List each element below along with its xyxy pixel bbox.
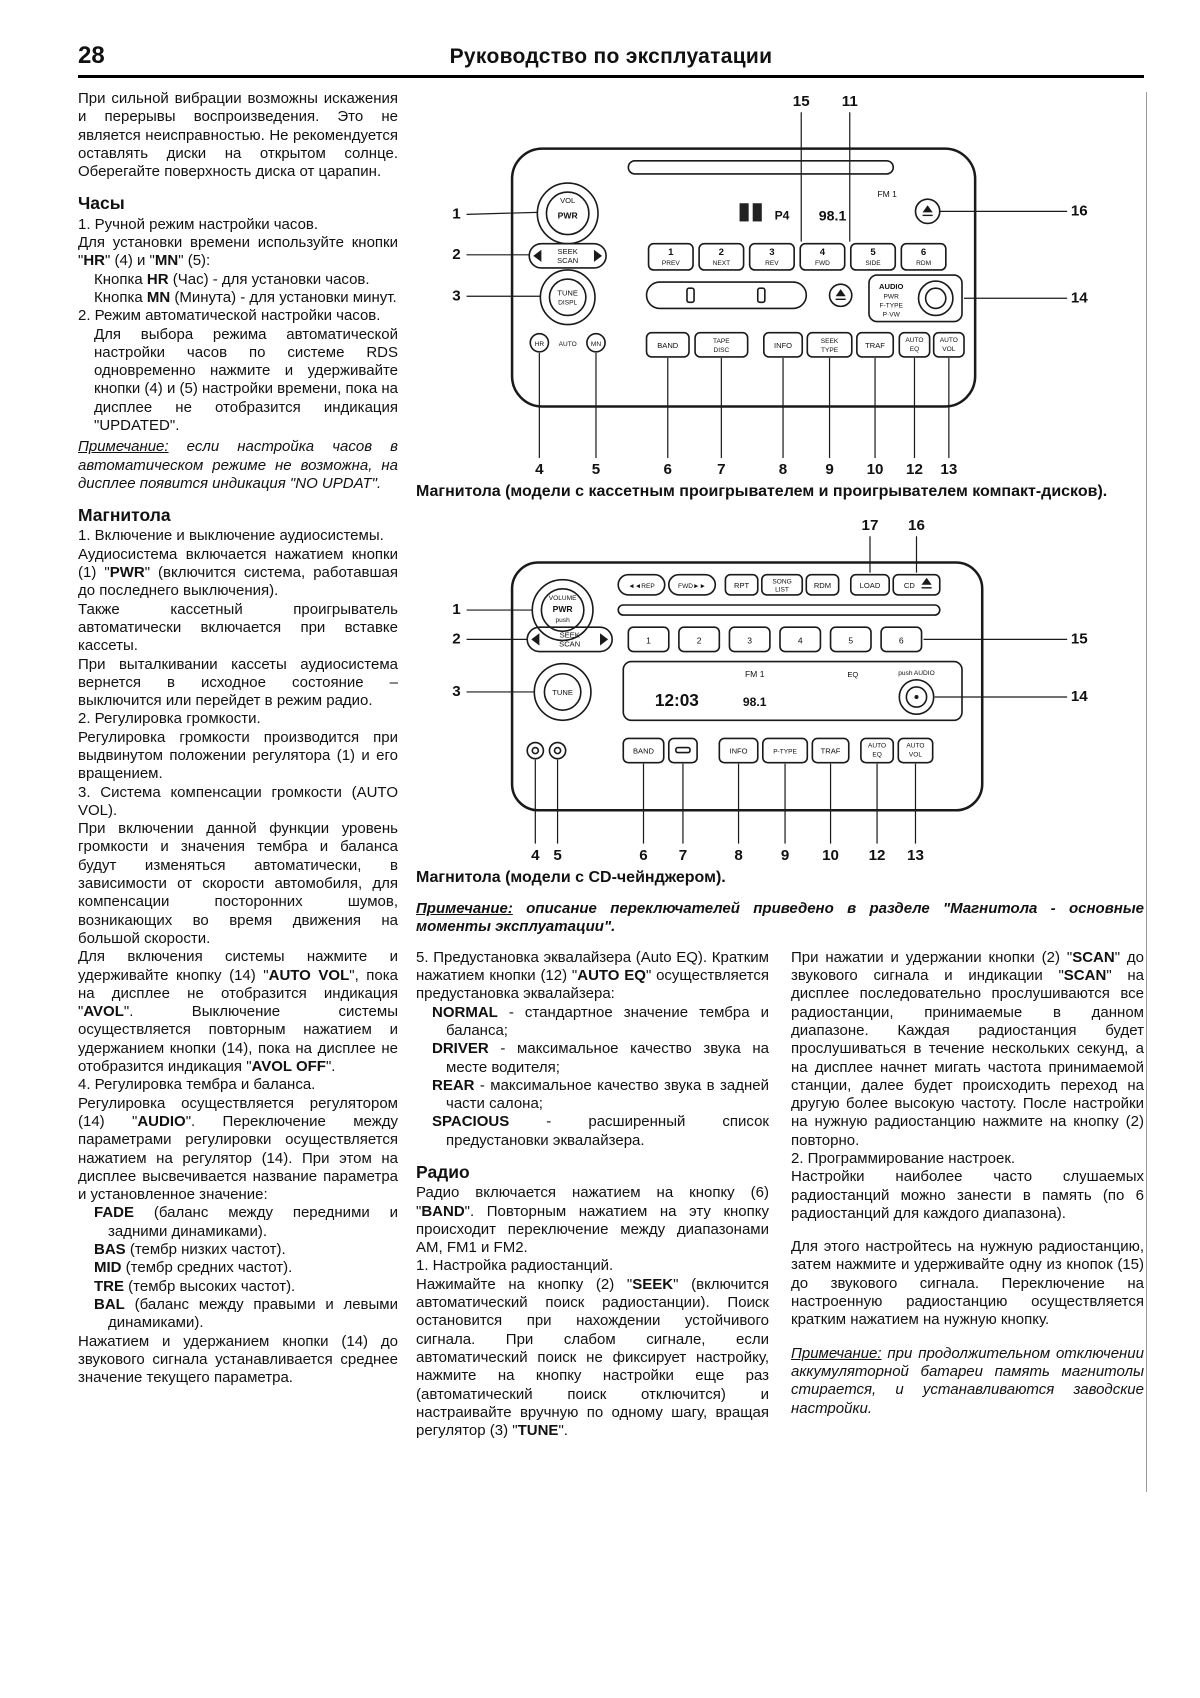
svg-text:16: 16 — [908, 517, 925, 535]
paragraph: REAR - максимальное качество звука в задней части салона; — [432, 1076, 769, 1113]
svg-text:LIST: LIST — [775, 586, 789, 594]
small-knob-1 — [527, 743, 543, 759]
svg-text:9: 9 — [825, 461, 834, 479]
paragraph: Нажимайте на кнопку (2) "SEEK" (включится автоматический поиск радиостанции). Поиск остановится при нахождении устойчивого сигнала. При слабом сигнале, если автоматический поиск не фиксирует настройку, нажмите на кнопку настройки еще раз (автоматический поиск отключится) и настраивайте вручную по одному шагу, вращая регулятор (3) "TUNE". — [416, 1275, 769, 1440]
paragraph: BAS (тембр низких частот). — [94, 1241, 286, 1259]
paragraph: DRIVER - максимальное качество звука на месте водителя; — [432, 1040, 769, 1076]
paragraph: BAL (баланс между правыми и левыми динамиками). — [94, 1295, 398, 1332]
svg-text:FWD: FWD — [814, 259, 830, 267]
page-number: 28 — [78, 42, 105, 69]
mn-label: MN — [590, 340, 602, 348]
load-label: LOAD — [859, 581, 881, 591]
svg-text:TYPE: TYPE — [820, 346, 839, 354]
paragraph: Для установки времени используйте кнопки "HR" (4) и "MN" (5): — [78, 234, 398, 270]
rep-label: ◄◄REP — [628, 583, 655, 591]
svg-text:8: 8 — [734, 847, 743, 865]
tune-label: TUNE — [557, 288, 578, 298]
hr-label: HR — [534, 340, 545, 348]
disc-button — [669, 739, 697, 763]
paragraph: Кнопка HR (Час) - для установки часов. — [94, 270, 370, 288]
page-edge-line — [1146, 92, 1147, 1492]
svg-text:5: 5 — [848, 635, 854, 646]
paragraph: Регулировка осуществляется регулятором (14) "AUDIO". Переключение между параметрами регулировки осуществляется нажатием на регулятор (14). При этом на дисплее высвечивается название параметра и установленное значение: — [78, 1094, 398, 1204]
svg-text:3: 3 — [452, 287, 461, 305]
paragraph: MID (тембр средних частот). — [94, 1259, 293, 1277]
svg-text:AUDIO: AUDIO — [879, 282, 904, 292]
figure1-caption: Магнитола (модели с кассетным проигрывателем и проигрывателем компакт-дисков). — [416, 483, 1108, 501]
figure-cassette-cd-unit — [416, 90, 1144, 480]
display-clock: 12:03 — [654, 690, 699, 711]
paragraph: 4. Регулировка тембра и баланса. — [78, 1076, 316, 1094]
svg-text:P·VW: P·VW — [882, 311, 900, 319]
paragraph: Примечание: описание переключателей приведено в разделе "Магнитола - основные моменты эксплуатации". — [416, 900, 1144, 936]
paragraph: 1. Настройка радиостанций. — [416, 1257, 614, 1275]
traf-button-label: TRAF — [820, 746, 841, 756]
svg-text:F-TYPE: F-TYPE — [879, 302, 903, 310]
paragraph: 2. Программирование настроек. — [791, 1150, 1016, 1167]
paragraph: При включении данной функции уровень громкости и значения тембра и баланса будут изменяться автоматически, в зависимости от скорости автомобиля, для компенсации посторонних шумов, возникающих во время движения на большой скорости. — [78, 820, 398, 947]
push-label: push — [555, 617, 570, 625]
svg-text:12: 12 — [906, 461, 923, 479]
svg-text:7: 7 — [717, 461, 726, 479]
svg-text:5: 5 — [870, 246, 876, 258]
cassette-slot — [647, 282, 807, 308]
display-digit-segments — [740, 203, 762, 221]
paragraph: SPACIOUS - расширенный список предустановки эквалайзера. — [432, 1113, 769, 1149]
svg-text:4: 4 — [819, 246, 826, 258]
svg-text:9: 9 — [780, 847, 790, 865]
paragraph: Регулировка громкости производится при выдвинутом положении регулятора (1) и его вращением. — [78, 728, 398, 783]
svg-text:14: 14 — [1070, 289, 1088, 307]
callout-numbers — [452, 517, 1088, 864]
svg-text:13: 13 — [940, 461, 958, 479]
tune-knob — [540, 270, 595, 325]
page-title: Руководство по эксплуатации — [449, 45, 773, 68]
left-column — [78, 90, 398, 1440]
paragraph: Аудиосистема включается нажатием кнопки (1) "PWR" (включится система, работавшая до последнего выключения). — [78, 545, 398, 600]
svg-text:SEEK: SEEK — [820, 337, 839, 345]
svg-text:EQ: EQ — [872, 751, 882, 759]
svg-text:EQ: EQ — [909, 345, 920, 353]
svg-text:7: 7 — [678, 847, 688, 865]
paragraph: Кнопка MN (Минута) - для установки минут. — [94, 288, 397, 306]
svg-text:SONG: SONG — [772, 578, 792, 586]
paragraph: NORMAL - стандартное значение тембра и баланса; — [432, 1003, 769, 1039]
paragraph: Также кассетный проигрыватель автоматически включается при вставке кассеты. — [78, 600, 398, 655]
info-button-label: INFO — [729, 746, 748, 756]
seek-label: SEEK — [557, 246, 578, 256]
svg-text:11: 11 — [841, 93, 858, 111]
svg-text:5: 5 — [591, 461, 601, 479]
display-frequency: 98.1 — [742, 695, 767, 710]
svg-text:VOL: VOL — [908, 751, 923, 759]
svg-text:3: 3 — [747, 635, 753, 646]
paragraph: Настройки наиболее часто слушаемых радиостанций можно занести в память (по 6 радиостанций для каждого диапазона). — [791, 1168, 1144, 1222]
svg-text:6: 6 — [639, 847, 648, 865]
svg-text:4: 4 — [797, 635, 803, 646]
paragraph: 5. Предустановка эквалайзера (Auto EQ). Кратким нажатием кнопки (12) "AUTO EQ" осуществляется предустановка эквалайзера: — [416, 948, 769, 1003]
svg-text:14: 14 — [1070, 688, 1088, 706]
traf-button-label: TRAF — [865, 340, 885, 350]
info-button-label: INFO — [773, 340, 793, 350]
display-preset: P4 — [774, 208, 790, 223]
svg-text:6: 6 — [920, 246, 927, 258]
paragraph: Радио включается нажатием на кнопку (6) "BAND". Повторным нажатием на эту кнопку происходит переключение между диапазонами AM, FM1 и FM2. — [416, 1184, 769, 1257]
display-eq: EQ — [847, 670, 859, 680]
svg-text:5: 5 — [553, 847, 562, 865]
svg-text:2: 2 — [452, 630, 461, 648]
paragraph: 1. Ручной режим настройки часов. — [78, 215, 319, 233]
audio-knob — [919, 281, 953, 315]
svg-text:1: 1 — [668, 246, 674, 258]
svg-text:16: 16 — [1070, 202, 1088, 220]
svg-text:VOL: VOL — [942, 345, 956, 353]
page-content — [78, 90, 1144, 1440]
paragraph: Для выбора режима автоматической настройки часов по системе RDS одновременно нажмите и удерживайте кнопки (4) и (5) настройки времени, пока на дисплее не отобразится индикация "UPDATED". — [94, 325, 398, 434]
right-zone — [416, 90, 1144, 1440]
svg-text:AUTO: AUTO — [939, 336, 958, 344]
rdm-label: RDM — [813, 581, 832, 591]
svg-text:TAPE: TAPE — [713, 337, 730, 345]
svg-text:REV: REV — [765, 259, 779, 267]
unit-frame — [512, 563, 982, 811]
svg-text:PWR: PWR — [883, 293, 899, 301]
svg-text:6: 6 — [898, 635, 904, 646]
section-heading: Магнитола — [78, 505, 171, 526]
svg-text:SIDE: SIDE — [865, 259, 881, 267]
paragraph: Примечание: если настройка часов в автоматическом режиме не возможна, на дисплее появится индикация "NO UPDAT". — [78, 438, 398, 492]
unit-frame — [512, 149, 975, 407]
svg-text:2: 2 — [452, 245, 461, 263]
scan-label: SCAN — [559, 639, 581, 649]
callout-numbers — [452, 93, 1088, 478]
svg-text:8: 8 — [778, 461, 788, 479]
pwr-label: PWR — [557, 210, 578, 221]
svg-text:AUTO: AUTO — [906, 742, 925, 750]
figure2-caption: Магнитола (модели с CD-чейнджером). — [416, 869, 726, 887]
paragraph: 1. Включение и выключение аудиосистемы. — [78, 527, 384, 545]
display-band: FM 1 — [744, 669, 765, 680]
page-header — [78, 42, 1144, 78]
paragraph: 3. Система компенсации громкости (AUTO VOL). — [78, 783, 398, 819]
svg-text:12: 12 — [868, 847, 886, 865]
svg-text:3: 3 — [769, 246, 775, 258]
paragraph: Для этого настройтесь на нужную радиостанцию, затем нажмите и удерживайте одну из кнопок (15) до звукового сигнала. Переключение на настроенную радиостанцию осуществляется кратким нажатием на нужную кнопку. — [791, 1238, 1144, 1329]
paragraph: Для включения системы нажмите и удерживайте кнопку (14) "AUTO VOL", пока на дисплее не отобразится индикация "AVOL". Выключение системы осуществляется повторным нажатием и удержанием кнопки (14), пока на дисплее не отобразится индикация "AVOL OFF". — [78, 948, 398, 1076]
section-heading: Радио — [416, 1162, 470, 1182]
right-column — [791, 949, 1144, 1441]
paragraph: При нажатии и удержании кнопки (2) "SCAN" до звукового сигнала и индикации "SCAN" на дисплее последовательно прослушиваются все радиостанции, принимаемые в данном диапазоне. Каждая радиостанция будет прослушиваться в течение нескольких секунд, а на дисплее начнет мигать частота принимаемой станции, далее будет происходить переход на другую более высокую частоту. После настройки на нужную радиостанцию нажмите на кнопку (2) повторно. — [791, 948, 1144, 1149]
displ-label: DISPL — [558, 299, 578, 307]
lower-columns — [416, 949, 1144, 1441]
auto-label: AUTO — [558, 340, 577, 348]
paragraph: FADE (баланс между передними и задними динамиками). — [94, 1204, 398, 1240]
volume-label: VOLUME — [548, 595, 577, 603]
scan-label: SCAN — [557, 255, 579, 265]
cd-eject-button — [893, 575, 940, 595]
svg-text:1: 1 — [646, 635, 651, 646]
pwr-label: PWR — [552, 604, 573, 615]
paragraph: При сильной вибрации возможны искажения и перерывы воспроизведения. Это не является неисправностью. Не рекомендуется оставлять диски на открытом солнце. Оберегайте поверхность диска от царапин. — [78, 90, 398, 181]
svg-text:13: 13 — [907, 847, 924, 865]
paragraph: 2. Регулировка громкости. — [78, 710, 261, 728]
seek-label: SEEK — [559, 630, 580, 640]
svg-text:15: 15 — [1070, 630, 1088, 648]
svg-text:PREV: PREV — [661, 259, 680, 267]
svg-text:10: 10 — [866, 461, 884, 479]
svg-text:3: 3 — [452, 683, 461, 701]
small-knob-2 — [549, 743, 565, 759]
svg-text:4: 4 — [531, 847, 540, 865]
section-heading: Часы — [78, 193, 125, 214]
band-button-label: BAND — [657, 340, 679, 350]
fwd-label: FWD►► — [678, 583, 707, 591]
svg-text:10: 10 — [822, 847, 839, 865]
cd-slot — [618, 605, 940, 615]
rpt-label: RPT — [733, 581, 750, 591]
svg-text:NEXT: NEXT — [712, 259, 731, 267]
figure-cd-changer-unit — [416, 514, 1144, 866]
band-button-label: BAND — [632, 746, 655, 756]
paragraph: Примечание: при продолжительном отключении аккумуляторной батареи память магнитолы стирается, и устанавливаются заводские настройки. — [791, 1344, 1144, 1417]
p-type-button-label: P-TYPE — [773, 748, 797, 756]
figures-note — [416, 900, 1144, 937]
display-frequency: 98.1 — [818, 207, 847, 224]
cd-label: CD — [903, 581, 915, 591]
svg-text:15: 15 — [792, 93, 810, 111]
disc-button-icon — [676, 748, 690, 753]
svg-text:6: 6 — [663, 461, 672, 479]
middle-column — [416, 949, 769, 1441]
svg-text:1: 1 — [452, 601, 461, 619]
cd-slot — [628, 161, 893, 174]
svg-text:AUTO: AUTO — [868, 742, 887, 750]
svg-text:RDM: RDM — [916, 259, 932, 267]
tune-label: TUNE — [552, 688, 573, 698]
push-audio-label: push AUDIO — [898, 670, 935, 678]
svg-text:2: 2 — [696, 635, 702, 646]
svg-text:AUTO: AUTO — [905, 336, 924, 344]
paragraph: Нажатием и удержанием кнопки (14) до звукового сигнала устанавливается среднее значение текущего параметра. — [78, 1332, 398, 1387]
svg-text:1: 1 — [452, 205, 461, 223]
svg-text:17: 17 — [861, 517, 879, 535]
display-band: FM 1 — [877, 189, 897, 200]
svg-text:2: 2 — [718, 246, 725, 258]
svg-text:DISC: DISC — [713, 346, 730, 354]
vol-label: VOL — [560, 196, 576, 206]
svg-text:4: 4 — [535, 461, 544, 479]
paragraph: При выталкивании кассеты аудиосистема вернется в исходное состояние – выключится или перейдет в режим радио. — [78, 655, 398, 710]
paragraph: TRE (тембр высоких частот). — [94, 1277, 296, 1295]
paragraph: 2. Режим автоматической настройки часов. — [78, 307, 381, 325]
